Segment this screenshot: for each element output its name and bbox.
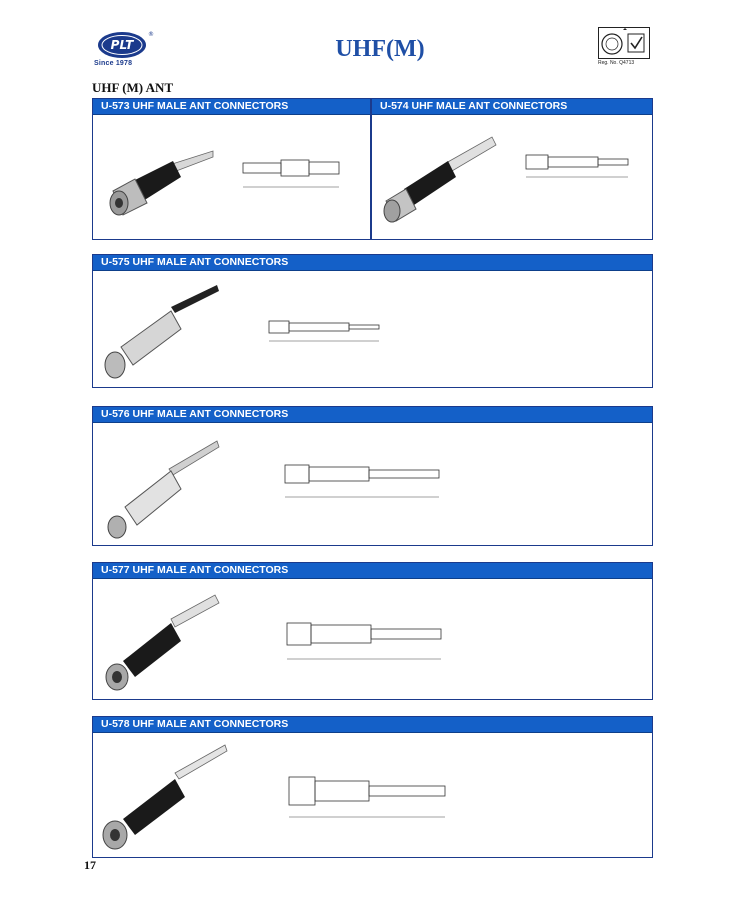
connector-photo [99,431,229,543]
dimension-drawing [235,149,365,199]
connector-photo [99,585,229,697]
product-label: U-573 UHF MALE ANT CONNECTORS [101,100,289,112]
dimension-drawing [265,451,455,511]
cert-registration: Reg. No. Q4713 [598,60,635,66]
panel-header [93,717,652,733]
product-panel-u578 [92,716,653,858]
dimension-drawing [269,769,459,829]
panel-header [93,99,370,115]
product-label: U-575 UHF MALE ANT CONNECTORS [101,256,289,268]
page-number: 17 [84,858,96,872]
panel-header [93,563,652,579]
product-label: U-574 UHF MALE ANT CONNECTORS [380,100,568,112]
dimension-drawing [516,147,646,187]
product-label: U-578 UHF MALE ANT CONNECTORS [101,718,289,730]
product-panel-u574 [371,98,653,240]
product-panel-u576 [92,406,653,546]
product-label: U-576 UHF MALE ANT CONNECTORS [101,408,289,420]
connector-photo [97,739,237,855]
connector-photo [97,277,227,387]
panel-header [93,255,652,271]
registered-mark: ® [148,31,154,38]
product-panel-u573 [92,98,371,240]
page-title: UHF(M) [335,36,425,62]
logo-since: Since 1978 [94,60,133,67]
product-label: U-577 UHF MALE ANT CONNECTORS [101,564,289,576]
product-panel-u575 [92,254,653,388]
connector-photo [376,123,506,233]
section-title: UHF (M) ANT [92,80,174,95]
product-panel-u577 [92,562,653,700]
panel-header [372,99,652,115]
logo-text: PLT [110,38,134,52]
panel-header [93,407,652,423]
dimension-drawing [263,313,393,349]
certification-mark [598,27,650,59]
plt-logo [96,28,152,62]
connector-photo [101,129,231,229]
dimension-drawing [267,613,467,673]
